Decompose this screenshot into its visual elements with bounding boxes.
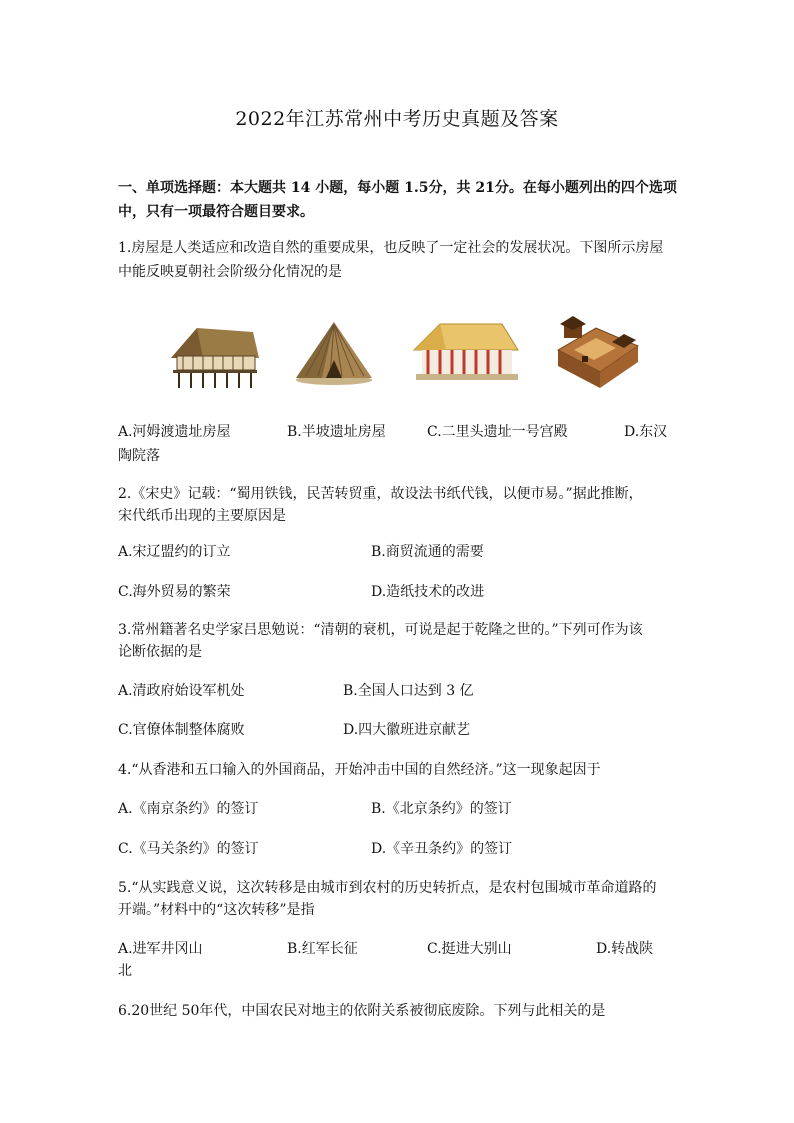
hemudu-stilt-house-image	[163, 322, 263, 390]
q4-option-a: A.《南京条约》的签订	[118, 801, 259, 817]
q6-stem-line1: 6.20世纪 50年代，中国农民对地主的依附关系被彻底废除。下列与此相关的是	[118, 1003, 606, 1019]
q1-option-d: D.东汉	[624, 424, 668, 440]
q5-option-c: C.挺进大别山	[427, 941, 512, 957]
section-heading-line2: 中，只有一项最符合题目要求。	[118, 204, 314, 220]
q4-option-d: D.《辛丑条约》的签订	[371, 841, 513, 857]
q1-option-d-wrap: 陶院落	[118, 448, 160, 464]
q2-option-a: A.宋辽盟约的订立	[118, 544, 231, 560]
q2-stem-line1: 2.《宋史》记载：“蜀用铁钱，民苦转贸重，故设法书纸代钱，以便市易。”据此推断，	[118, 486, 643, 502]
q5-option-d: D.转战陕	[596, 941, 654, 957]
q4-option-c: C.《马关条约》的签订	[118, 841, 259, 857]
erlitou-palace-image	[410, 322, 522, 384]
q2-option-b: B.商贸流通的需要	[371, 544, 484, 560]
q2-option-d: D.造纸技术的改进	[371, 584, 485, 600]
q5-stem-line1: 5.“从实践意义说，这次转移是由城市到农村的历史转折点，是农村包围城市革命道路的	[118, 880, 657, 896]
section-heading-line1: 一、单项选择题：本大题共 14 小题，每小题 1.5分，共 21分。在每小题列出的四个选项	[118, 180, 677, 196]
q5-stem-line2: 开端。”材料中的“这次转移”是指	[118, 902, 315, 918]
banpo-hut-image	[292, 320, 376, 386]
eastern-han-courtyard-image	[552, 316, 642, 390]
q3-option-a: A.清政府始设军机处	[118, 683, 245, 699]
q3-option-b: B.全国人口达到 3 亿	[343, 683, 474, 699]
q2-option-c: C.海外贸易的繁荣	[118, 584, 231, 600]
q3-stem-line1: 3.常州籍著名史学家吕思勉说：“清朝的衰机，可说是起于乾隆之世的。”下列可作为该	[118, 622, 643, 638]
q5-option-a: A.进军井冈山	[118, 941, 203, 957]
q4-stem-line1: 4.“从香港和五口输入的外国商品，开始冲击中国的自然经济。”这一现象起因于	[118, 762, 601, 778]
q3-option-c: C.官僚体制整体腐败	[118, 722, 245, 738]
q1-option-a: A.河姆渡遗址房屋	[118, 424, 231, 440]
q5-option-b: B.红军长征	[287, 941, 358, 957]
q1-stem-line1: 1.房屋是人类适应和改造自然的重要成果，也反映了一定社会的发展状况。下图所示房屋	[118, 240, 664, 256]
q3-stem-line2: 论断依据的是	[118, 644, 202, 660]
q4-option-b: B.《北京条约》的签订	[371, 801, 512, 817]
q5-option-d-wrap: 北	[118, 963, 132, 979]
q1-stem-line2: 中能反映夏朝社会阶级分化情况的是	[118, 264, 342, 280]
q2-stem-line2: 宋代纸币出现的主要原因是	[118, 508, 286, 524]
q3-option-d: D.四大徽班进京献艺	[343, 722, 471, 738]
q1-option-b: B.半坡遗址房屋	[287, 424, 386, 440]
q1-option-c: C.二里头遗址一号宫殿	[427, 424, 568, 440]
page-title: 2022年江苏常州中考历史真题及答案	[235, 108, 559, 130]
